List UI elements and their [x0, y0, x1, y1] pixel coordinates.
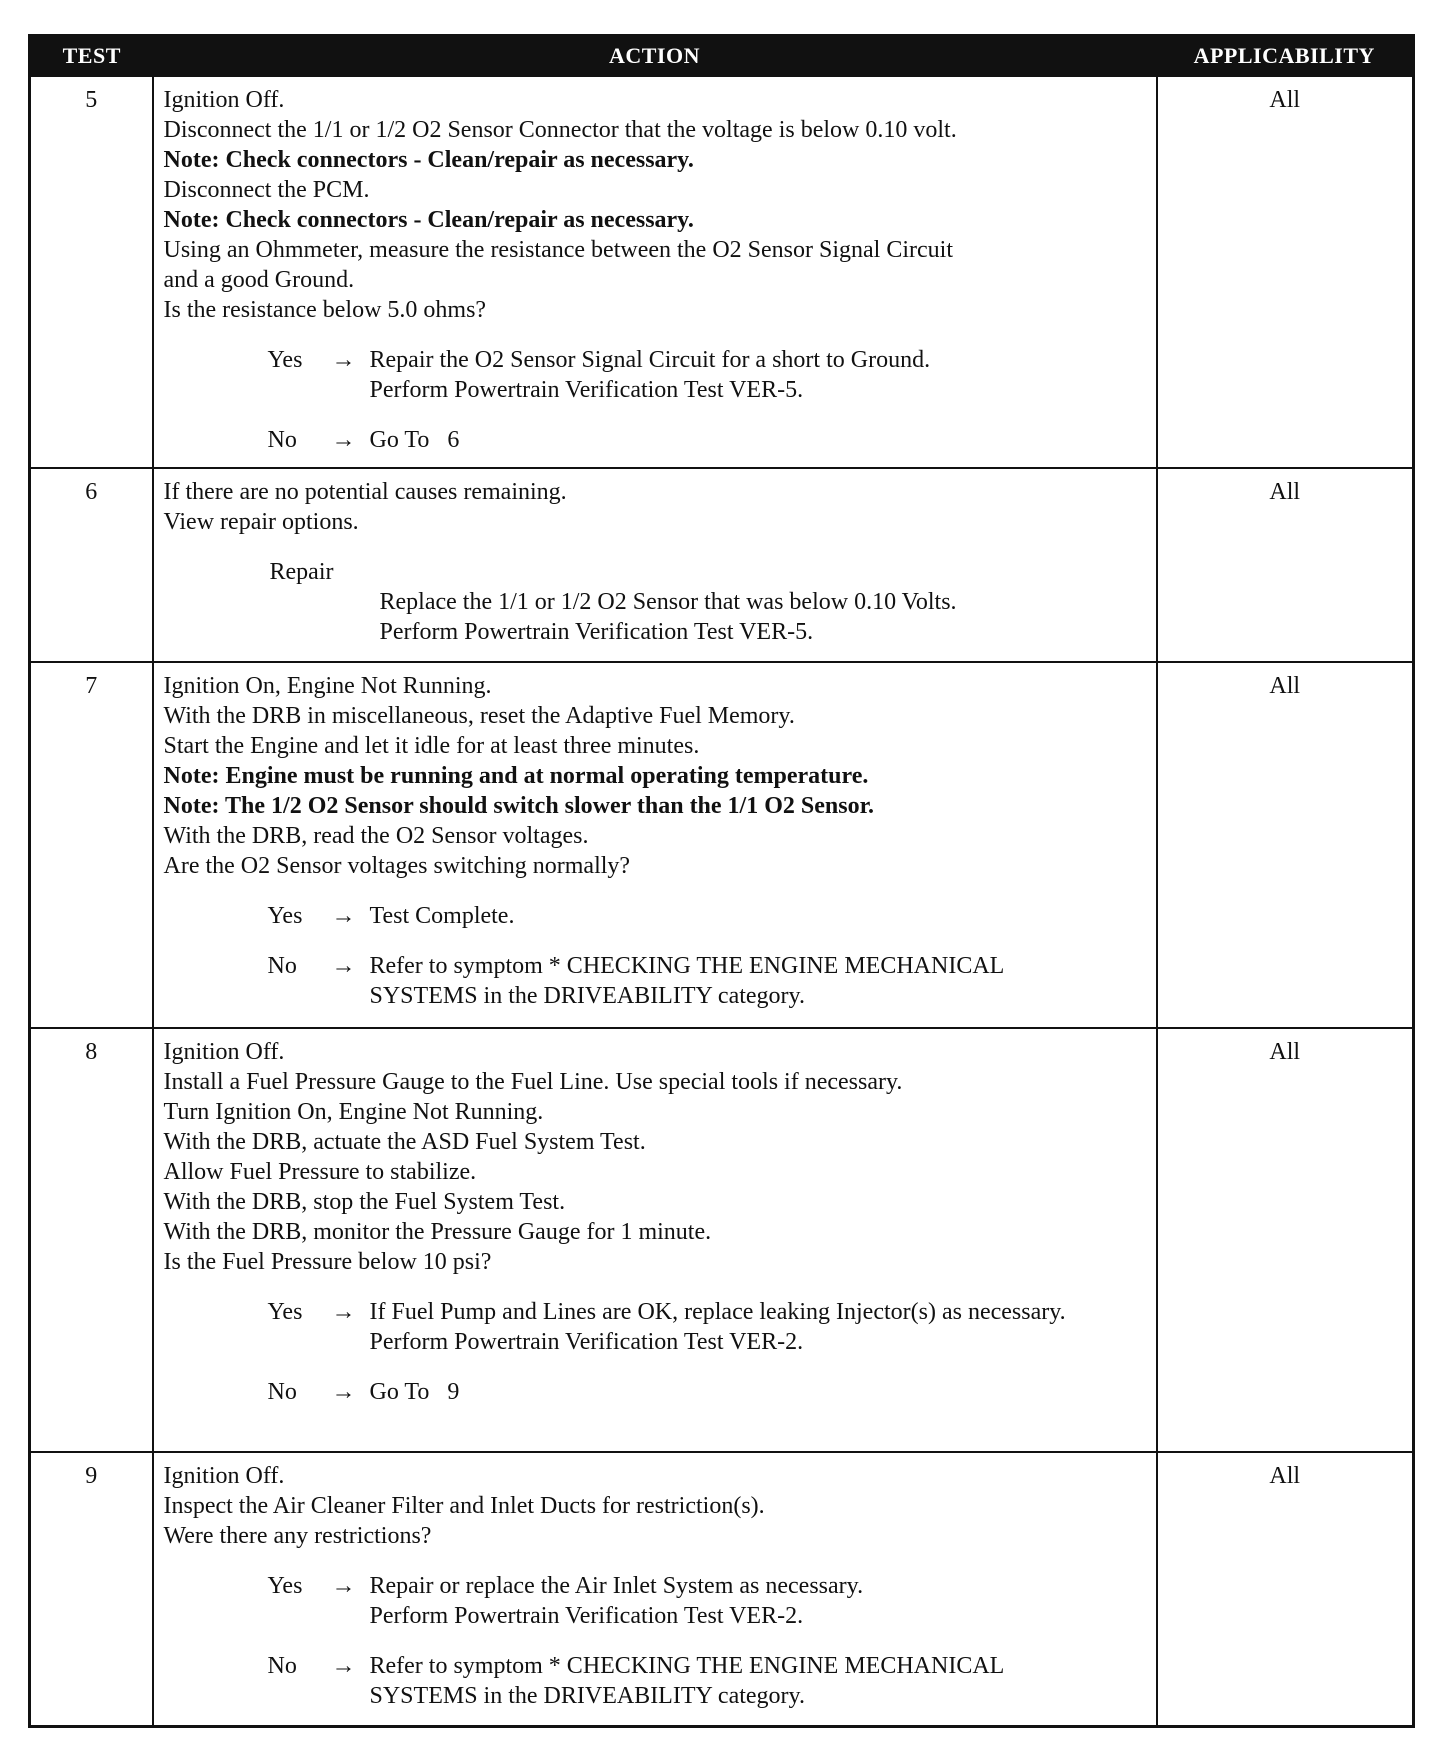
action-line: Disconnect the PCM.: [163, 177, 370, 203]
no-label: No: [267, 953, 297, 979]
response-line: If Fuel Pump and Lines are OK, replace leaking Injector(s) as necessary.: [369, 1299, 1066, 1325]
action-line: Using an Ohmmeter, measure the resistance between the O2 Sensor Signal Circuit: [163, 237, 953, 263]
no-label: No: [267, 427, 297, 453]
action-question: View repair options.: [163, 509, 359, 535]
goto-text: Go To: [369, 427, 430, 453]
response-line: SYSTEMS in the DRIVEABILITY category.: [369, 1683, 805, 1709]
action-line: With the DRB, stop the Fuel System Test.: [163, 1189, 566, 1215]
no-response: [268, 425, 1148, 455]
action-line: Ignition Off.: [163, 1039, 285, 1065]
response-line: SYSTEMS in the DRIVEABILITY category.: [369, 983, 805, 1009]
diagnostic-test-table: [28, 34, 1415, 1728]
test-number: 8: [30, 1028, 153, 1452]
yes-response: [268, 1297, 1148, 1357]
table-row-test-6: [30, 468, 1414, 662]
arrow-right-icon: →: [331, 1299, 356, 1325]
no-label: No: [267, 1653, 297, 1679]
repair-label: Repair: [269, 559, 334, 585]
action-question: Are the O2 Sensor voltages switching normally?: [163, 853, 631, 879]
goto-test-number: 9: [447, 1379, 460, 1405]
response-line: Perform Powertrain Verification Test VER-2.: [369, 1329, 804, 1355]
test-number: 9: [30, 1452, 153, 1726]
header-action: ACTION: [153, 36, 1157, 77]
table-row-test-9: [30, 1452, 1414, 1726]
arrow-right-icon: →: [331, 427, 356, 453]
yes-response: [268, 345, 1148, 405]
action-line: Start the Engine and let it idle for at least three minutes.: [163, 733, 700, 759]
arrow-right-icon: →: [331, 903, 356, 929]
response-line: Perform Powertrain Verification Test VER-5.: [369, 377, 804, 403]
action-line: With the DRB, read the O2 Sensor voltages.: [163, 823, 589, 849]
no-response: [268, 951, 1148, 1011]
no-response: [268, 1651, 1148, 1711]
yes-label: Yes: [267, 1573, 303, 1599]
action-line: With the DRB, monitor the Pressure Gauge for 1 minute.: [163, 1219, 712, 1245]
action-line: Inspect the Air Cleaner Filter and Inlet Ducts for restriction(s).: [163, 1493, 765, 1519]
response-line: Refer to symptom * CHECKING THE ENGINE MECHANICAL: [369, 953, 1005, 979]
action-line: With the DRB, actuate the ASD Fuel System Test.: [163, 1129, 646, 1155]
response-line: Repair or replace the Air Inlet System as necessary.: [369, 1573, 864, 1599]
test-number: 5: [30, 76, 153, 468]
applicability-cell: All: [1157, 662, 1414, 1028]
yes-label: Yes: [267, 903, 303, 929]
table-row-test-8: [30, 1028, 1414, 1452]
action-line: Ignition On, Engine Not Running.: [163, 673, 492, 699]
response-line: Test Complete.: [369, 903, 515, 929]
action-cell: [153, 662, 1157, 1028]
yes-response: [268, 1571, 1148, 1631]
applicability-cell: All: [1157, 1452, 1414, 1726]
action-note: Note: Engine must be running and at normal operating temperature.: [163, 763, 869, 789]
applicability-cell: All: [1157, 468, 1414, 662]
action-note: Note: Check connectors - Clean/repair as necessary.: [163, 147, 694, 173]
test-number: 7: [30, 662, 153, 1028]
applicability-cell: All: [1157, 76, 1414, 468]
action-line: and a good Ground.: [163, 267, 355, 293]
action-cell: [153, 76, 1157, 468]
arrow-right-icon: →: [331, 347, 356, 373]
arrow-right-icon: →: [331, 1653, 356, 1679]
table-row-test-7: [30, 662, 1414, 1028]
repair-line: Perform Powertrain Verification Test VER-5.: [379, 619, 814, 645]
goto-test-number: 6: [447, 427, 460, 453]
action-line: With the DRB in miscellaneous, reset the Adaptive Fuel Memory.: [163, 703, 795, 729]
action-line: Turn Ignition On, Engine Not Running.: [163, 1099, 544, 1125]
repair-option: [380, 587, 1148, 647]
response-line: Repair the O2 Sensor Signal Circuit for a short to Ground.: [369, 347, 931, 373]
no-label: No: [267, 1379, 297, 1405]
yes-response: [268, 901, 1148, 931]
arrow-right-icon: →: [331, 1379, 356, 1405]
action-question: Were there any restrictions?: [163, 1523, 432, 1549]
table-row-test-5: [30, 76, 1414, 468]
arrow-right-icon: →: [331, 953, 356, 979]
goto-text: Go To: [369, 1379, 430, 1405]
applicability-cell: All: [1157, 1028, 1414, 1452]
action-note: Note: The 1/2 O2 Sensor should switch slower than the 1/1 O2 Sensor.: [163, 793, 875, 819]
action-line: Ignition Off.: [163, 1463, 285, 1489]
yes-label: Yes: [267, 347, 303, 373]
response-line: Perform Powertrain Verification Test VER-2.: [369, 1603, 804, 1629]
no-response: [268, 1377, 1148, 1407]
header-applicability: APPLICABILITY: [1157, 36, 1414, 77]
table-header-row: [30, 36, 1414, 77]
action-note: Note: Check connectors - Clean/repair as necessary.: [163, 207, 694, 233]
action-question: Is the Fuel Pressure below 10 psi?: [163, 1249, 492, 1275]
action-question: Is the resistance below 5.0 ohms?: [163, 297, 487, 323]
procedure-sheet: [28, 34, 1412, 1728]
action-cell: [153, 1452, 1157, 1726]
action-cell: [153, 468, 1157, 662]
action-line: If there are no potential causes remaining.: [163, 479, 567, 505]
action-line: Allow Fuel Pressure to stabilize.: [163, 1159, 477, 1185]
action-line: Disconnect the 1/1 or 1/2 O2 Sensor Connector that the voltage is below 0.10 volt.: [163, 117, 957, 143]
action-line: Install a Fuel Pressure Gauge to the Fuel Line. Use special tools if necessary.: [163, 1069, 903, 1095]
response-line: Refer to symptom * CHECKING THE ENGINE MECHANICAL: [369, 1653, 1005, 1679]
repair-line: Replace the 1/1 or 1/2 O2 Sensor that was below 0.10 Volts.: [379, 589, 957, 615]
arrow-right-icon: →: [331, 1573, 356, 1599]
action-cell: [153, 1028, 1157, 1452]
yes-label: Yes: [267, 1299, 303, 1325]
action-line: Ignition Off.: [163, 87, 285, 113]
header-test: TEST: [30, 36, 153, 77]
test-number: 6: [30, 468, 153, 662]
